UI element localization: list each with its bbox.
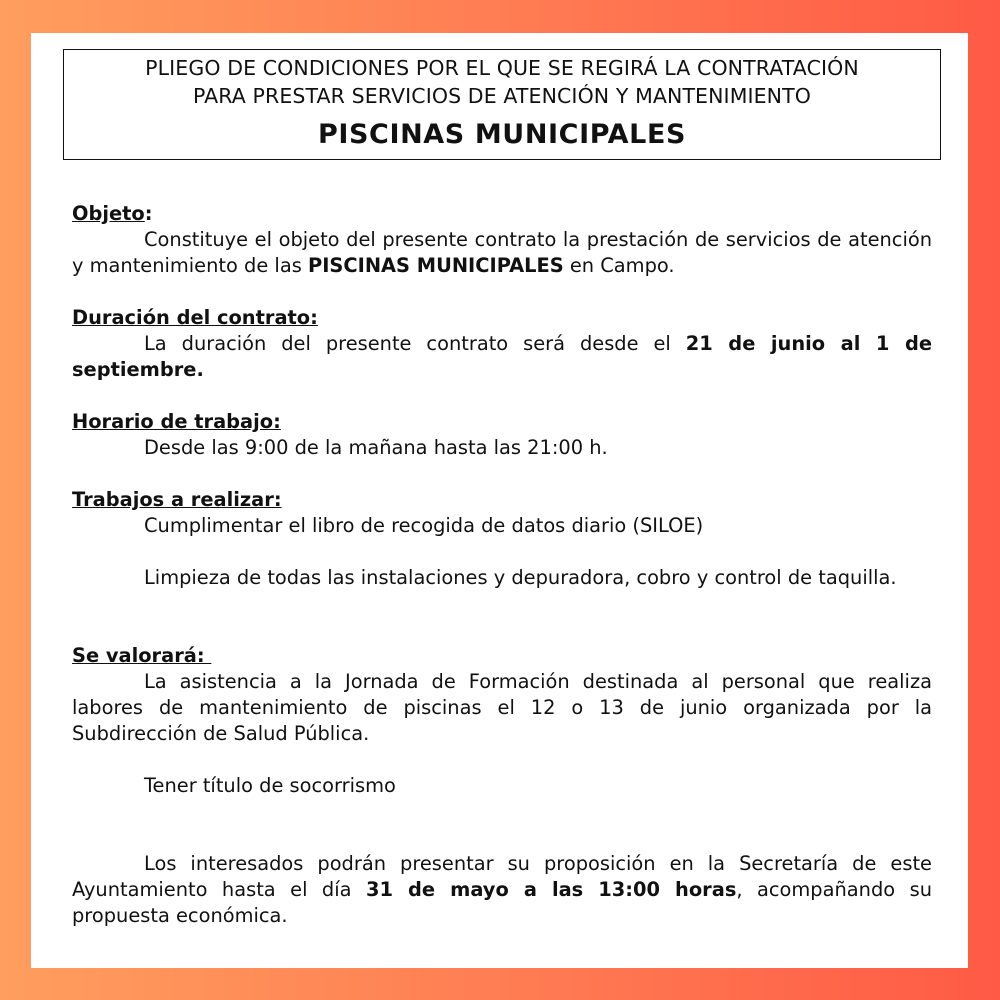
cierre-text-after: , acompañando su propuesta económica. — [72, 878, 932, 927]
valorara-heading: Se valorará: — [72, 644, 212, 667]
duracion-heading: Duración del contrato: — [72, 306, 318, 329]
objeto-text-after: en Campo. — [563, 254, 675, 277]
section-duracion — [72, 305, 932, 383]
cierre-text-before: Los interesados podrán presentar su proposición en la Secretaría de este Ayuntamiento hasta el día — [72, 852, 932, 901]
objeto-heading — [72, 201, 932, 227]
title-line-2: PARA PRESTAR SERVICIOS DE ATENCIÓN Y MANTENIMIENTO — [193, 84, 811, 108]
valorara-item-1: La asistencia a la Jornada de Formación destinada al personal que realiza labores de mantenimiento de piscinas el 12 o 13 de junio organizada por la Subdirección de Salud Pública. — [72, 670, 932, 745]
trabajos-heading: Trabajos a realizar: — [72, 488, 282, 511]
main-title: PISCINAS MUNICIPALES — [317, 119, 687, 150]
duracion-text-before: La duración del presente contrato será desde el — [144, 332, 686, 355]
objeto-text-before: Constituye el objeto del presente contrato la prestación de servicios de atención y mantenimiento de las — [72, 228, 932, 277]
cierre-text-bold: 31 de mayo a las 13:00 horas — [365, 878, 737, 901]
valorara-item-2: Tener título de socorrismo — [144, 774, 396, 797]
section-trabajos — [72, 487, 932, 591]
objeto-heading-colon: : — [144, 202, 153, 225]
section-horario — [72, 409, 932, 461]
cierre-paragraph — [72, 851, 932, 929]
section-objeto — [72, 201, 932, 279]
duracion-paragraph — [72, 331, 932, 383]
objeto-heading-text: Objeto — [72, 202, 145, 225]
horario-heading: Horario de trabajo: — [72, 410, 281, 433]
trabajos-item-2: Limpieza de todas las instalaciones y depuradora, cobro y control de taquilla. — [144, 566, 897, 589]
horario-paragraph: Desde las 9:00 de la mañana hasta las 21:00 h. — [144, 436, 608, 459]
title-box — [63, 49, 941, 160]
objeto-paragraph — [72, 227, 932, 279]
duracion-text-bold: 21 de junio al 1 de septiembre. — [72, 332, 932, 381]
document-page — [31, 33, 968, 968]
section-cierre — [72, 851, 932, 929]
objeto-text-bold: PISCINAS MUNICIPALES — [307, 254, 564, 277]
title-line-1: PLIEGO DE CONDICIONES POR EL QUE SE REGIRÁ LA CONTRATACIÓN — [145, 56, 859, 80]
section-valorara — [72, 643, 932, 799]
trabajos-item-1: Cumplimentar el libro de recogida de datos diario (SILOE) — [144, 514, 704, 537]
document-body — [72, 201, 932, 929]
